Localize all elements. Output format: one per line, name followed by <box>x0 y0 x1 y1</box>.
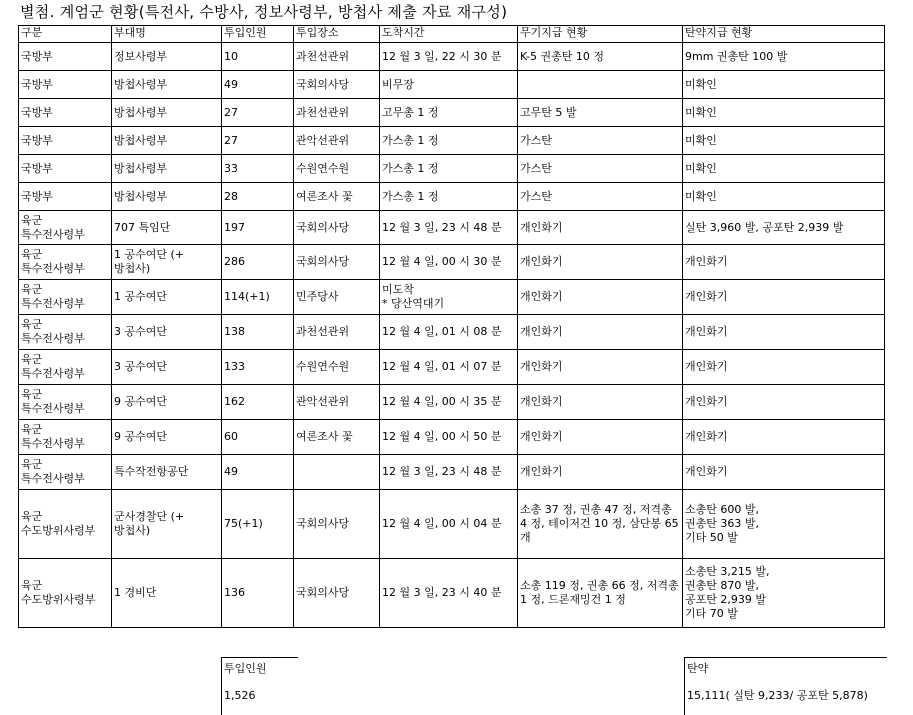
cell-ammo: 미확인 <box>683 127 885 155</box>
cell-ammo: 미확인 <box>683 71 885 99</box>
cell-unit: 9 공수여단 <box>112 420 222 455</box>
cell-unit: 방첩사령부 <box>112 127 222 155</box>
cell-arrival-time: 12 월 4 일, 00 시 30 분 <box>380 245 518 280</box>
cell-unit: 1 공수여단 <box>112 280 222 315</box>
cell-location: 과천선관위 <box>294 315 380 350</box>
cell-ammo: 개인화기 <box>683 420 885 455</box>
cell-arrival-time: 12 월 3 일, 23 시 48 분 <box>380 455 518 490</box>
table-header-row <box>19 26 885 43</box>
cell-ammo: 개인화기 <box>683 385 885 420</box>
table-row <box>19 420 885 455</box>
cell-personnel: 49 <box>222 455 294 490</box>
cell-personnel: 138 <box>222 315 294 350</box>
cell-personnel: 60 <box>222 420 294 455</box>
cell-ammo: 미확인 <box>683 99 885 127</box>
cell-ammo: 개인화기 <box>683 350 885 385</box>
cell-personnel: 136 <box>222 559 294 628</box>
cell-unit: 정보사령부 <box>112 43 222 71</box>
cell-category: 국방부 <box>19 127 112 155</box>
cell-location: 관악선관위 <box>294 385 380 420</box>
header-arrival-time: 도착시간 <box>380 26 518 43</box>
cell-ammo: 소총탄 3,215 발, 권총탄 870 발, 공포탄 2,939 발 기타 70 발 <box>683 559 885 628</box>
cell-weapons: 개인화기 <box>518 385 683 420</box>
cell-weapons: 가스탄 <box>518 183 683 211</box>
table-row <box>19 155 885 183</box>
cell-unit: 3 공수여단 <box>112 315 222 350</box>
table-row <box>19 490 885 559</box>
cell-location: 국회의사당 <box>294 490 380 559</box>
page-title: 별첨. 계엄군 현황(특전사, 수방사, 정보사령부, 방첩사 제출 자료 재구성) <box>20 3 508 21</box>
cell-weapons: 개인화기 <box>518 315 683 350</box>
table-row <box>19 127 885 155</box>
cell-weapons: 개인화기 <box>518 420 683 455</box>
cell-arrival-time: 12 월 4 일, 01 시 07 분 <box>380 350 518 385</box>
cell-category: 국방부 <box>19 71 112 99</box>
cell-unit: 방첩사령부 <box>112 155 222 183</box>
cell-ammo: 9mm 권총탄 100 발 <box>683 43 885 71</box>
table-row <box>19 183 885 211</box>
summary-personnel-label: 투입인원 <box>224 662 267 675</box>
cell-category: 국방부 <box>19 155 112 183</box>
cell-category: 육군 수도방위사령부 <box>19 490 112 559</box>
cell-unit: 특수작전항공단 <box>112 455 222 490</box>
summary-ammo-label: 탄약 <box>687 662 709 675</box>
cell-unit: 1 공수여단 (+ 방첩사) <box>112 245 222 280</box>
cell-location: 여론조사 꽃 <box>294 183 380 211</box>
table-row <box>19 559 885 628</box>
cell-arrival-time: 12 월 3 일, 23 시 48 분 <box>380 211 518 245</box>
cell-arrival-time: 12 월 3 일, 22 시 30 분 <box>380 43 518 71</box>
cell-weapons: 개인화기 <box>518 245 683 280</box>
table-row <box>19 99 885 127</box>
cell-arrival-time: 가스총 1 정 <box>380 183 518 211</box>
cell-personnel: 133 <box>222 350 294 385</box>
cell-category: 육군 특수전사령부 <box>19 455 112 490</box>
header-personnel: 투입인원 <box>222 26 294 43</box>
cell-location: 국회의사당 <box>294 71 380 99</box>
cell-location <box>294 455 380 490</box>
cell-location: 과천선관위 <box>294 43 380 71</box>
cell-personnel: 33 <box>222 155 294 183</box>
table-row <box>19 350 885 385</box>
cell-location: 국회의사당 <box>294 211 380 245</box>
cell-weapons: 개인화기 <box>518 280 683 315</box>
cell-weapons: 개인화기 <box>518 455 683 490</box>
cell-unit: 1 경비단 <box>112 559 222 628</box>
cell-unit: 방첩사령부 <box>112 183 222 211</box>
cell-location: 국회의사당 <box>294 245 380 280</box>
cell-weapons: 고무탄 5 발 <box>518 99 683 127</box>
summary-ammo-value: 15,111( 실탄 9,233/ 공포탄 5,878) <box>687 689 868 702</box>
cell-category: 육군 특수전사령부 <box>19 315 112 350</box>
cell-location: 수원연수원 <box>294 350 380 385</box>
cell-unit: 방첩사령부 <box>112 99 222 127</box>
cell-personnel: 49 <box>222 71 294 99</box>
cell-weapons <box>518 71 683 99</box>
cell-ammo: 실탄 3,960 발, 공포탄 2,939 발 <box>683 211 885 245</box>
cell-category: 육군 특수전사령부 <box>19 245 112 280</box>
cell-category: 국방부 <box>19 43 112 71</box>
table-row <box>19 280 885 315</box>
cell-category: 국방부 <box>19 99 112 127</box>
cell-location: 국회의사당 <box>294 559 380 628</box>
cell-arrival-time: 비무장 <box>380 71 518 99</box>
header-weapons: 무기지급 현황 <box>518 26 683 43</box>
cell-weapons: 소총 119 정, 권총 66 정, 저격총 1 정, 드론재밍건 1 정 <box>518 559 683 628</box>
cell-category: 육군 특수전사령부 <box>19 385 112 420</box>
cell-ammo: 개인화기 <box>683 455 885 490</box>
cell-arrival-time: 12 월 4 일, 00 시 35 분 <box>380 385 518 420</box>
summary-personnel-value: 1,526 <box>224 689 256 702</box>
cell-arrival-time: 미도착 * 당산역대기 <box>380 280 518 315</box>
header-category: 구분 <box>19 26 112 43</box>
cell-category: 육군 수도방위사령부 <box>19 559 112 628</box>
cell-arrival-time: 가스총 1 정 <box>380 127 518 155</box>
cell-ammo: 개인화기 <box>683 315 885 350</box>
cell-unit: 707 특임단 <box>112 211 222 245</box>
cell-weapons: 개인화기 <box>518 211 683 245</box>
cell-ammo: 개인화기 <box>683 280 885 315</box>
cell-personnel: 27 <box>222 127 294 155</box>
table-row <box>19 385 885 420</box>
cell-location: 과천선관위 <box>294 99 380 127</box>
table-row <box>19 315 885 350</box>
cell-category: 국방부 <box>19 183 112 211</box>
cell-arrival-time: 12 월 4 일, 00 시 04 분 <box>380 490 518 559</box>
cell-personnel: 114(+1) <box>222 280 294 315</box>
cell-weapons: 개인화기 <box>518 350 683 385</box>
table-row <box>19 43 885 71</box>
cell-arrival-time: 12 월 4 일, 00 시 50 분 <box>380 420 518 455</box>
summary-personnel <box>221 657 298 715</box>
header-unit: 부대명 <box>112 26 222 43</box>
cell-arrival-time: 12 월 3 일, 23 시 40 분 <box>380 559 518 628</box>
cell-ammo: 미확인 <box>683 183 885 211</box>
cell-personnel: 27 <box>222 99 294 127</box>
cell-category: 육군 특수전사령부 <box>19 420 112 455</box>
header-location: 투입장소 <box>294 26 380 43</box>
cell-ammo: 개인화기 <box>683 245 885 280</box>
cell-personnel: 28 <box>222 183 294 211</box>
header-ammo: 탄약지급 현황 <box>683 26 885 43</box>
cell-category: 육군 특수전사령부 <box>19 211 112 245</box>
cell-unit: 9 공수여단 <box>112 385 222 420</box>
cell-category: 육군 특수전사령부 <box>19 280 112 315</box>
forces-table <box>18 25 885 628</box>
table-row <box>19 455 885 490</box>
cell-location: 민주당사 <box>294 280 380 315</box>
cell-location: 관악선관위 <box>294 127 380 155</box>
cell-arrival-time: 가스총 1 정 <box>380 155 518 183</box>
cell-personnel: 75(+1) <box>222 490 294 559</box>
cell-personnel: 197 <box>222 211 294 245</box>
cell-category: 육군 특수전사령부 <box>19 350 112 385</box>
cell-personnel: 10 <box>222 43 294 71</box>
cell-weapons: K-5 권총탄 10 정 <box>518 43 683 71</box>
cell-unit: 방첩사령부 <box>112 71 222 99</box>
cell-weapons: 가스탄 <box>518 127 683 155</box>
summary-ammo <box>684 657 887 715</box>
table-row <box>19 211 885 245</box>
cell-ammo: 소총탄 600 발, 권총탄 363 발, 기타 50 발 <box>683 490 885 559</box>
cell-personnel: 162 <box>222 385 294 420</box>
cell-personnel: 286 <box>222 245 294 280</box>
cell-arrival-time: 고무총 1 정 <box>380 99 518 127</box>
cell-arrival-time: 12 월 4 일, 01 시 08 분 <box>380 315 518 350</box>
cell-location: 수원연수원 <box>294 155 380 183</box>
cell-ammo: 미확인 <box>683 155 885 183</box>
cell-weapons: 소총 37 정, 권총 47 정, 저격총 4 정, 테이저건 10 정, 삼단봉 65 개 <box>518 490 683 559</box>
cell-unit: 3 공수여단 <box>112 350 222 385</box>
table-row <box>19 71 885 99</box>
cell-unit: 군사경찰단 (+ 방첩사) <box>112 490 222 559</box>
table-row <box>19 245 885 280</box>
cell-weapons: 가스탄 <box>518 155 683 183</box>
cell-location: 여론조사 꽃 <box>294 420 380 455</box>
